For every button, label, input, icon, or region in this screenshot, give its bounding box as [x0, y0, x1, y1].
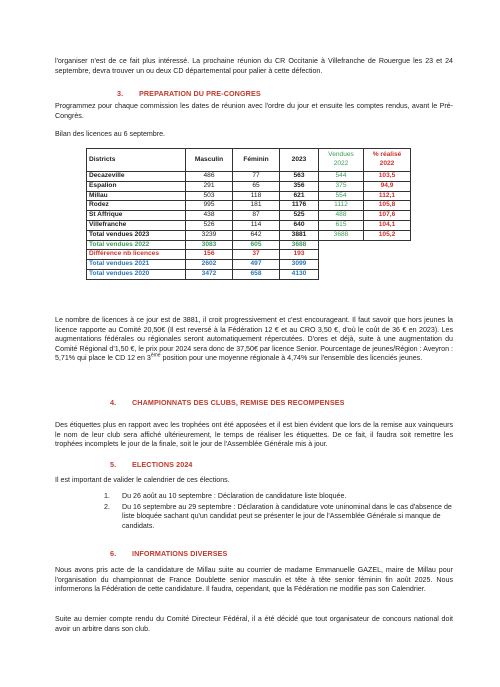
header-realise-line2: 2022 [379, 160, 395, 167]
header-vendues-line2: 2022 [333, 160, 349, 167]
cell-feminin: 114 [233, 220, 280, 230]
cell-feminin: 658 [233, 269, 280, 279]
table-row [87, 201, 411, 211]
row-label: Total vendues 2020 [87, 269, 186, 279]
cell-total: 640 [280, 220, 319, 230]
section-4-number: 4. [110, 398, 117, 407]
cell-total: 356 [280, 181, 319, 191]
cell-total: 3688 [280, 240, 319, 250]
section-6-heading [110, 549, 227, 559]
cell-total: 193 [280, 250, 319, 260]
section-6-title: INFORMATIONS DIVERSES [132, 549, 228, 558]
cell-masculin: 3239 [186, 230, 233, 240]
cell-realise: 107,6 [364, 211, 411, 221]
section-6-number: 6. [110, 549, 117, 558]
cell-feminin: 642 [233, 230, 280, 240]
cell-feminin: 37 [233, 250, 280, 260]
table-row [87, 191, 411, 201]
cell-realise: 103,5 [364, 172, 411, 182]
row-label: Total vendues 2022 [87, 240, 186, 250]
section-5-paragraph: Il est important de valider le calendrier de ces élections. [55, 476, 230, 484]
table-row-total-2023 [87, 230, 411, 240]
row-label: Différence nb licences [87, 250, 186, 260]
section-3-heading [117, 89, 261, 99]
cell-masculin: 291 [186, 181, 233, 191]
section-6-paragraph-2: Suite au dernier compte rendu du Comité Directeur Fédéral, il a été décidé que tout organisateur de concours national doit avoir un arbitre dans son club. [55, 615, 453, 633]
cell-feminin: 181 [233, 201, 280, 211]
cell-masculin: 995 [186, 201, 233, 211]
cell-masculin: 503 [186, 191, 233, 201]
cell-feminin: 65 [233, 181, 280, 191]
header-vendues-2022 [319, 149, 364, 172]
cell-total: 4130 [280, 269, 319, 279]
election-calendar-list [104, 492, 454, 532]
cell-realise: 105,2 [364, 230, 411, 240]
section-5-title: ELECTIONS 2024 [132, 460, 193, 469]
table-header-row [87, 149, 411, 172]
cell-vendues: 375 [319, 181, 364, 191]
table-row-difference [87, 250, 411, 260]
cell-vendues: 554 [319, 191, 364, 201]
district-name: Villefranche [87, 220, 186, 230]
section-4-paragraph: Des étiquettes plus en rapport avec les trophées ont été apposées et il est bien évident que lors de la remise aux vainqueurs le nom de leur club sera affiché ultérieurement, le temps de réaliser les étiquettes. De ce fait, il faudra soit remettre les trophées incomplets le jour de la finale, soit le jour de l'Assemblée Générale mis à jour. [55, 421, 453, 449]
table-row [87, 211, 411, 221]
list-item-text: Du 16 septembre au 29 septembre : Déclaration à candidature vote uninominal dans le cas d'absence de liste bloquée sachant qu'un candidat peut se présenter le jour de l'Assemblée Générale si manque de candidats. [122, 502, 452, 530]
table-row [87, 172, 411, 182]
header-feminin: Féminin [233, 149, 280, 172]
licences-text-part2: position pour une moyenne régionale à 4,74% sur l'ensemble des licenciés jeunes. [160, 354, 423, 363]
cell-masculin: 3472 [186, 269, 233, 279]
header-realise-2022 [364, 149, 411, 172]
section-3-title: PREPARATION DU PRE-CONGRES [139, 89, 261, 98]
cell-realise: 94,9 [364, 181, 411, 191]
cell-realise: 112,1 [364, 191, 411, 201]
list-item [104, 503, 454, 532]
bilan-caption: Bilan des licences au 6 septembre. [55, 130, 166, 138]
section-4-title: CHAMPIONNATS DES CLUBS, REMISE DES RECOMPENSES [132, 398, 345, 407]
cell-total: 1176 [280, 201, 319, 211]
section-4-heading [110, 398, 345, 408]
cell-vendues: 3688 [319, 230, 364, 240]
licences-table [86, 148, 411, 280]
cell-feminin: 605 [233, 240, 280, 250]
table-row-total-2022 [87, 240, 411, 250]
header-realise-line1: % réalisé [372, 151, 402, 159]
cell-vendues: 544 [319, 172, 364, 182]
cell-total: 3881 [280, 230, 319, 240]
list-item-number: 1. [104, 492, 110, 500]
licences-superscript: ème [150, 353, 161, 360]
section-5-number: 5. [110, 460, 117, 469]
table-row-total-2021 [87, 260, 411, 270]
licences-paragraph [55, 316, 453, 364]
section-3-number: 3. [117, 89, 124, 98]
cell-vendues: 615 [319, 220, 364, 230]
header-masculin: Masculin [186, 149, 233, 172]
licences-text-part1: Le nombre de licences à ce jour est de 3881, il croit progressivement et c'est encourageant. Il faut savoir que hors jeunes la licence rapporte au Comité 20,50€ (Il est reversé à la Fédération 12 € et au CRO 3,50 €, d'où le coût de 36 € en 2023). Les augmentations fédérales ou régionales seront automatiquement répercutées. D'ores et déjà, suite à une augmentation du Comité Régional d'1,50 €, le prix pour 2024 sera donc de 37,50€ par licence Senior. Pourcentage de jeunes/Région : Aveyron : 5,71% qui place le CD 12 en 3 [55, 316, 453, 363]
cell-masculin: 2602 [186, 260, 233, 270]
cell-realise: 105,8 [364, 201, 411, 211]
cell-feminin: 118 [233, 191, 280, 201]
cell-total: 3099 [280, 260, 319, 270]
cell-realise: 104,1 [364, 220, 411, 230]
table-row [87, 220, 411, 230]
header-vendues-line1: Vendues [328, 151, 354, 159]
district-name: Total vendues 2023 [87, 230, 186, 240]
district-name: Decazeville [87, 172, 186, 182]
cell-masculin: 156 [186, 250, 233, 260]
cell-masculin: 486 [186, 172, 233, 182]
cell-masculin: 526 [186, 220, 233, 230]
header-2023: 2023 [280, 149, 319, 172]
cell-vendues: 488 [319, 211, 364, 221]
cell-feminin: 87 [233, 211, 280, 221]
cell-total: 621 [280, 191, 319, 201]
list-item-number: 2. [104, 502, 110, 511]
cell-total: 525 [280, 211, 319, 221]
district-name: Espalion [87, 181, 186, 191]
row-label: Total vendues 2021 [87, 260, 186, 270]
cell-feminin: 497 [233, 260, 280, 270]
table-row-total-2020 [87, 269, 411, 279]
district-name: Millau [87, 191, 186, 201]
list-item [104, 492, 454, 502]
section-5-heading [110, 460, 193, 470]
cell-masculin: 438 [186, 211, 233, 221]
section-6-paragraph-1: Nous avons pris acte de la candidature de Millau suite au courrier de madame Emmanuelle GAZEL, maire de Millau pour l'organisation du championnat de France Doublette senior masculin et tête à tête senior féminin fin août 2025. Nous informerons la Fédération de cette candidature. Il faudra, cependant, que la Fédération ne modifie pas son Calendrier. [55, 566, 453, 594]
district-name: St Affrique [87, 211, 186, 221]
table-row [87, 181, 411, 191]
header-districts: Districts [87, 149, 186, 172]
cell-total: 563 [280, 172, 319, 182]
cell-masculin: 3083 [186, 240, 233, 250]
intro-paragraph: l'organiser n'est de ce fait plus intéressé. La prochaine réunion du CR Occitanie à Villefranche de Rouergue les 23 et 24 septembre, devra trouver un ou deux CD départemental pour palier à cette défection. [55, 57, 453, 75]
cell-vendues: 1112 [319, 201, 364, 211]
district-name: Rodez [87, 201, 186, 211]
list-item-text: Du 26 août au 10 septembre : Déclaration de candidature liste bloquée. [122, 492, 347, 500]
section-3-paragraph: Programmez pour chaque commission les dates de réunion avec l'ordre du jour et ensuite les comptes rendus, avant le Pré-Congrès. [55, 102, 453, 120]
cell-feminin: 77 [233, 172, 280, 182]
